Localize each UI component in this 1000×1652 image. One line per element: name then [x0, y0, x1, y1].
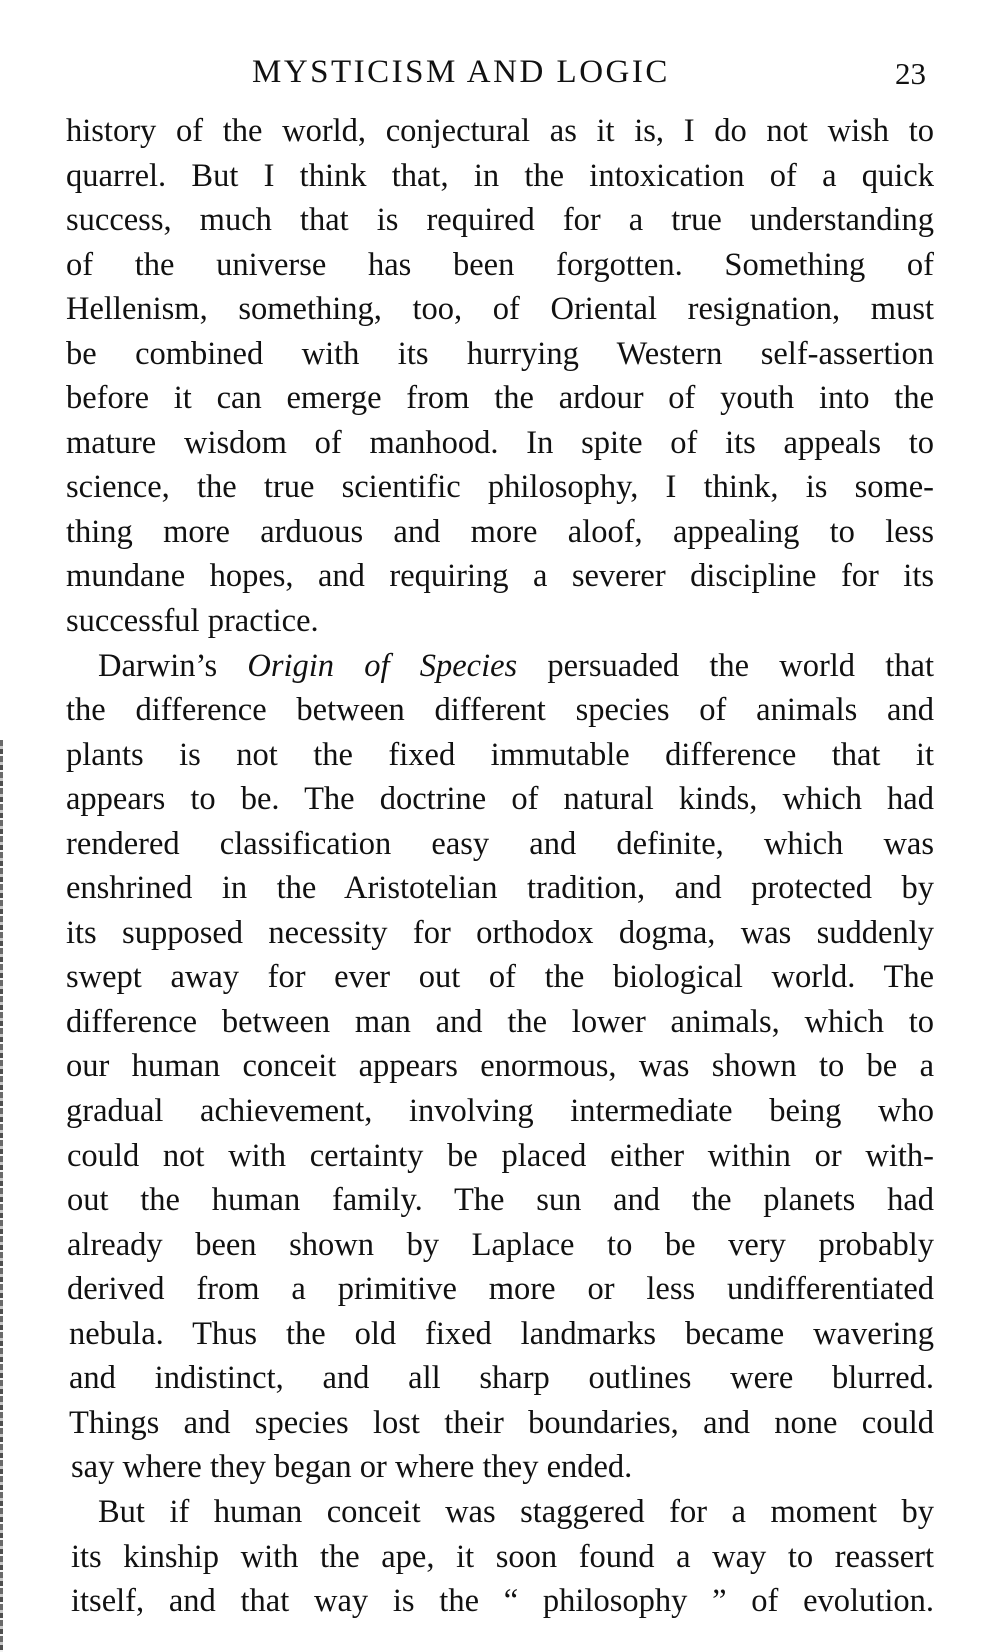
text-line: the difference between different species of animals and [66, 692, 934, 729]
text-line: success, much that is required for a true understanding [66, 202, 934, 239]
paragraph-2 [66, 644, 934, 1490]
text-line: thing more arduous and more aloof, appealing to less [66, 513, 934, 550]
text-line: plants is not the fixed immutable difference that it [66, 736, 934, 773]
running-head [66, 52, 936, 96]
page-number: 23 [895, 56, 926, 91]
text-line: mundane hopes, and requiring a severer discipline for its [66, 558, 934, 595]
binding-edge-shadow [0, 740, 3, 1652]
text-line: before it can emerge from the ardour of youth into the [66, 380, 934, 417]
text-line: say where they began or where they ended. [71, 1449, 633, 1486]
text-line: be combined with its hurrying Western self-assertion [66, 335, 934, 372]
text-line: out the human family. The sun and the planets had [67, 1182, 934, 1219]
paragraph-3 [66, 1490, 934, 1624]
text-line: itself, and that way is the “ philosophy ” of evolution. [71, 1583, 934, 1620]
text-line: of the universe has been forgotten. Something of [66, 246, 934, 283]
text-line: quarrel. But I think that, in the intoxication of a quick [66, 157, 934, 194]
text-line: But if human conceit was staggered for a moment by [98, 1493, 934, 1530]
text-line: our human conceit appears enormous, was shown to be a [66, 1048, 934, 1085]
text-line: enshrined in the Aristotelian tradition, and protected by [66, 870, 934, 907]
running-head-title: MYSTICISM AND LOGIC [252, 54, 670, 90]
book-title-italic: Origin of Species [247, 647, 518, 684]
text-line: gradual achievement, involving intermediate being who [66, 1093, 934, 1130]
body-text [66, 109, 934, 1624]
text-line: mature wisdom of manhood. In spite of its appeals to [66, 424, 934, 461]
text-line: Things and species lost their boundaries, and none could [69, 1404, 934, 1441]
text-line-with-title [66, 644, 934, 689]
paragraph-1 [66, 109, 934, 644]
text-line: successful practice. [66, 603, 319, 640]
text-line: history of the world, conjectural as it is, I do not wish to [66, 113, 934, 149]
text-line: appears to be. The doctrine of natural kinds, which had [66, 781, 934, 818]
text-line: already been shown by Laplace to be very probably [67, 1226, 934, 1263]
text-line: could not with certainty be placed either within or with- [67, 1137, 934, 1174]
text-run: persuaded the world that [517, 647, 934, 684]
text-line: nebula. Thus the old fixed landmarks became wavering [69, 1315, 934, 1352]
text-line: derived from a primitive more or less undifferentiated [67, 1271, 934, 1308]
text-line: swept away for ever out of the biological world. The [66, 959, 934, 996]
text-line: and indistinct, and all sharp outlines were blurred. [69, 1360, 934, 1397]
text-run: Darwin’s [98, 647, 248, 684]
text-line: its supposed necessity for orthodox dogma, was suddenly [66, 914, 934, 951]
text-line: rendered classification easy and definite, which was [66, 825, 934, 862]
text-line: science, the true scientific philosophy, I think, is some- [66, 469, 934, 506]
text-line: difference between man and the lower animals, which to [66, 1003, 934, 1040]
text-line: Hellenism, something, too, of Oriental resignation, must [66, 291, 934, 328]
text-line: its kinship with the ape, it soon found a way to reassert [71, 1538, 934, 1575]
